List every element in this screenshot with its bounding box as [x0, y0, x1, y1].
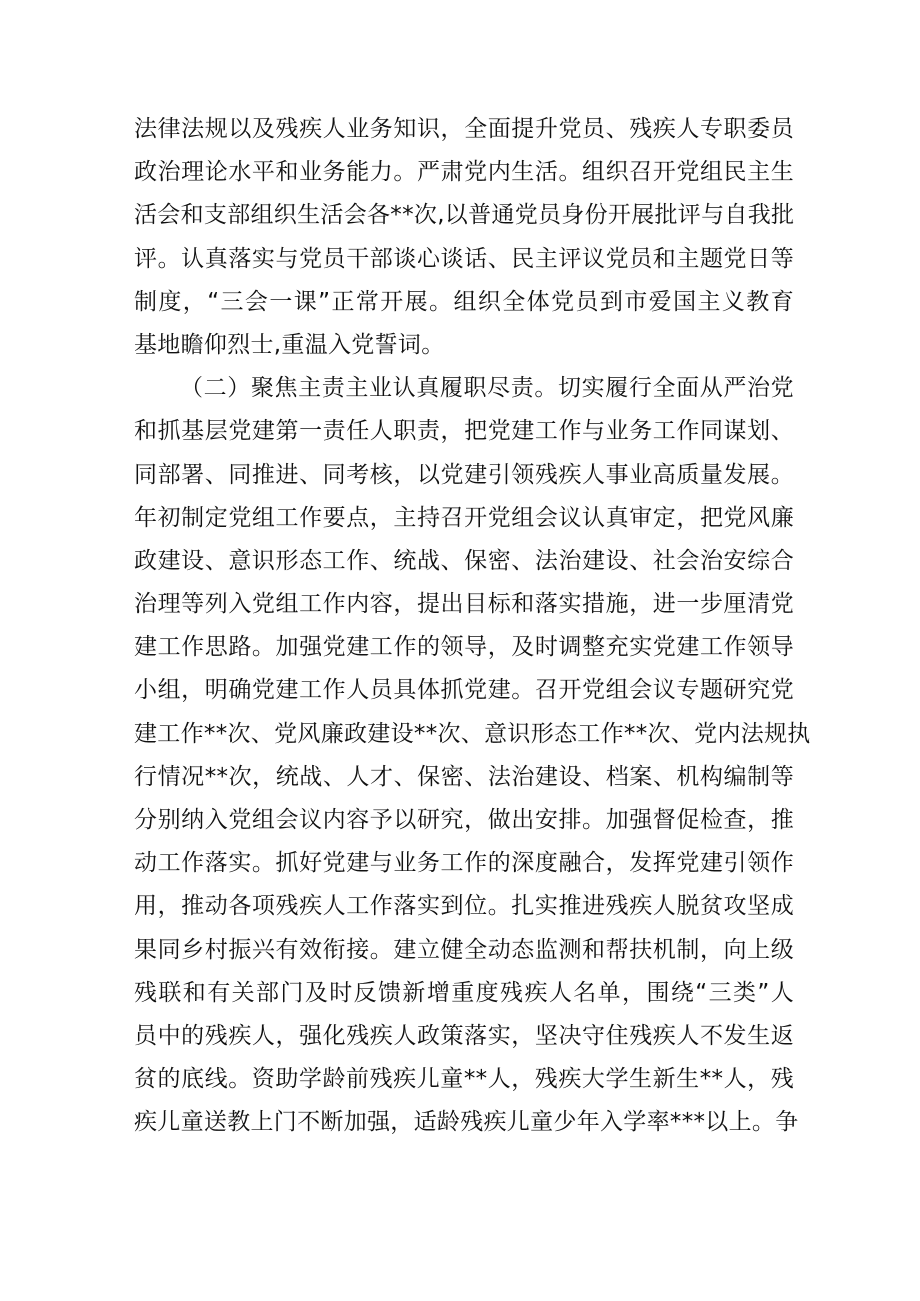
- text-line: 小组，明确党建工作人员具体抓党建。召开党组会议专题研究党: [134, 677, 794, 704]
- text-line: 和抓基层党建第一责任人职责，把党建工作与业务工作同谋划、: [134, 418, 794, 445]
- text-line: （二）聚焦主责主业认真履职尽责。切实履行全面从严治党: [180, 375, 794, 402]
- text-line: 员中的残疾人，强化残疾人政策落实，坚决守住残疾人不发生返: [134, 1022, 794, 1049]
- text-line: 建工作思路。加强党建工作的领导，及时调整充实党建工作领导: [134, 634, 794, 661]
- text-line: 基地瞻仰烈士,重温入党誓词。: [134, 331, 445, 358]
- text-line: 用，推动各项残疾人工作落实到位。扎实推进残疾人脱贫攻坚成: [134, 893, 794, 920]
- text-line: 法律法规以及残疾人业务知识，全面提升党员、残疾人专职委员: [134, 116, 794, 142]
- text-line: 治理等列入党组工作内容，提出目标和落实措施，进一步厘清党: [134, 591, 794, 618]
- text-line: 分别纳入党组会议内容予以研究，做出安排。加强督促检查，推: [134, 807, 794, 833]
- text-line: 制度，“三会一课”正常开展。组织全体党员到市爱国主义教育: [134, 288, 794, 315]
- text-line: 贫的底线。资助学龄前残疾儿童**人，残疾大学生新生**人，残: [134, 1066, 794, 1093]
- text-line: 果同乡村振兴有效衔接。建立健全动态监测和帮扶机制，向上级: [134, 936, 794, 963]
- text-line: 建工作**次、党风廉政建设**次、意识形态工作**次、党内法规执: [134, 720, 811, 747]
- text-line: 行情况**次，统战、人才、保密、法治建设、档案、机构编制等: [134, 763, 794, 790]
- document-body-text: [134, 108, 811, 1145]
- text-line: 政治理论水平和业务能力。严肃党内生活。组织召开党组民主生: [134, 159, 794, 186]
- text-line: 动工作落实。抓好党建与业务工作的深度融合，发挥党建引领作: [134, 850, 794, 877]
- text-line: 评。认真落实与党员干部谈心谈话、民主评议党员和主题党日等: [134, 245, 794, 272]
- text-line: 政建设、意识形态工作、统战、保密、法治建设、社会治安综合: [134, 547, 794, 574]
- text-line: 残联和有关部门及时反馈新增重度残疾人名单，围绕“三类”人: [134, 979, 794, 1006]
- text-line: 年初制定党组工作要点，主持召开党组会议认真审定，把党风廉: [134, 504, 794, 531]
- text-line: 同部署、同推进、同考核，以党建引领残疾人事业高质量发展。: [134, 461, 794, 488]
- text-line: 疾儿童送教上门不断加强，适龄残疾儿童少年入学率***以上。争: [134, 1109, 799, 1136]
- text-line: 活会和支部组织生活会各**次,以普通党员身份开展批评与自我批: [134, 202, 795, 229]
